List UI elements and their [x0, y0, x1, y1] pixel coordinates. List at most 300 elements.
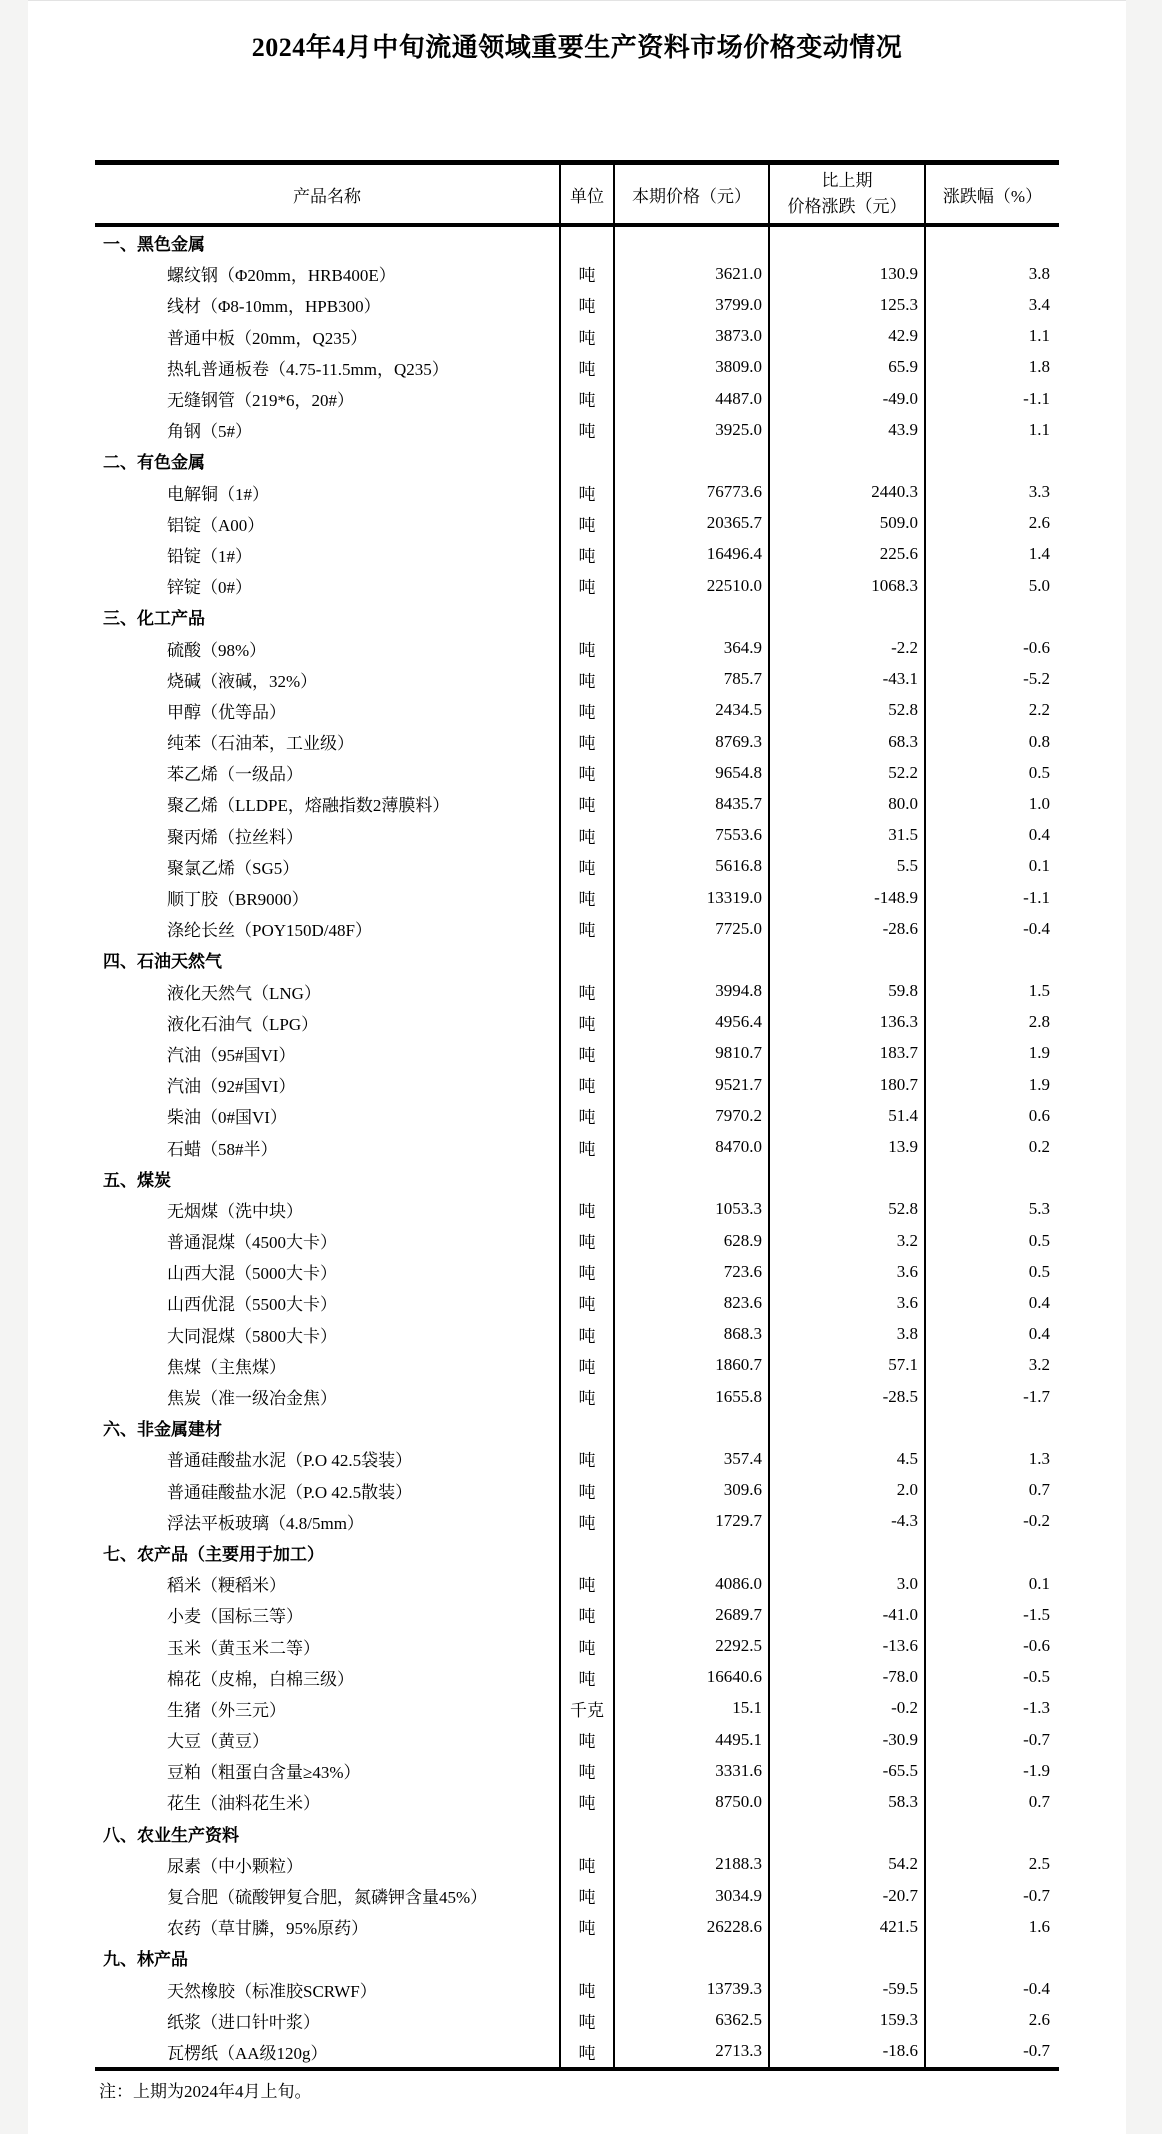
section-header-row: [95, 1942, 1059, 1973]
product-name-cell: 焦炭（准一级冶金焦）: [167, 1389, 337, 1409]
product-name-cell: 生猪（外三元）: [167, 1700, 286, 1720]
section-price-cell: [613, 1942, 768, 1973]
product-name-cell: 线材（Φ8-10mm，HPB300）: [167, 297, 381, 317]
section-label: 一、黑色金属: [103, 235, 205, 255]
section-pct-cell: [924, 1412, 1059, 1443]
product-name-cell: 农药（草甘膦，95%原药）: [167, 1919, 369, 1939]
price-change-cell: 51.4: [768, 1100, 924, 1131]
price-change-cell: 225.6: [768, 539, 924, 570]
table-row: [95, 321, 1059, 352]
price-change-cell: -28.5: [768, 1381, 924, 1412]
section-header-row: [95, 1537, 1059, 1568]
product-name-cell: 纯苯（石油苯，工业级）: [167, 734, 354, 754]
section-unit-cell: [559, 1412, 613, 1443]
unit-cell: 吨: [559, 2036, 613, 2067]
footnote: 注：上期为2024年4月上旬。: [99, 2082, 312, 2101]
current-price-cell: 5616.8: [613, 851, 768, 882]
price-change-cell: -59.5: [768, 1974, 924, 2005]
unit-cell: 吨: [559, 632, 613, 663]
section-header-row: [95, 227, 1059, 258]
unit-cell: 吨: [559, 1319, 613, 1350]
product-name-cell: 苯乙烯（一级品）: [167, 765, 303, 785]
current-price-cell: 364.9: [613, 632, 768, 663]
change-percent-cell: 1.5: [924, 976, 1059, 1007]
change-percent-cell: -1.1: [924, 882, 1059, 913]
current-price-cell: 9810.7: [613, 1038, 768, 1069]
unit-cell: 吨: [559, 258, 613, 289]
column-header-change-percent: 涨跌幅（%）: [924, 165, 1059, 223]
price-change-cell: 59.8: [768, 976, 924, 1007]
current-price-cell: 76773.6: [613, 477, 768, 508]
table-row: [95, 1568, 1059, 1599]
unit-cell: 吨: [559, 570, 613, 601]
unit-cell: 吨: [559, 695, 613, 726]
product-name-cell: 普通混煤（4500大卡）: [167, 1233, 337, 1253]
change-percent-cell: -0.4: [924, 1974, 1059, 2005]
change-percent-cell: 0.1: [924, 1568, 1059, 1599]
current-price-cell: 4495.1: [613, 1724, 768, 1755]
current-price-cell: 16496.4: [613, 539, 768, 570]
change-percent-cell: -0.7: [924, 2036, 1059, 2067]
unit-cell: 吨: [559, 1443, 613, 1474]
change-percent-cell: 2.6: [924, 508, 1059, 539]
unit-cell: 吨: [559, 1568, 613, 1599]
column-header-product-name: 产品名称: [293, 186, 361, 206]
change-percent-cell: 2.6: [924, 2005, 1059, 2036]
product-name-cell: 螺纹钢（Φ20mm，HRB400E）: [167, 266, 396, 286]
unit-cell: 吨: [559, 1911, 613, 1942]
table-row: [95, 632, 1059, 663]
price-change-cell: 43.9: [768, 414, 924, 445]
product-name-cell: 铅锭（1#）: [167, 546, 252, 566]
price-change-cell: 183.7: [768, 1038, 924, 1069]
price-change-cell: 57.1: [768, 1350, 924, 1381]
section-label: 九、林产品: [103, 1950, 188, 1970]
section-header-row: [95, 944, 1059, 975]
current-price-cell: 3925.0: [613, 414, 768, 445]
price-change-cell: 125.3: [768, 289, 924, 320]
price-change-cell: -4.3: [768, 1506, 924, 1537]
table-row: [95, 1506, 1059, 1537]
price-change-cell: 3.8: [768, 1319, 924, 1350]
table-row: [95, 976, 1059, 1007]
current-price-cell: 7725.0: [613, 913, 768, 944]
price-change-cell: -41.0: [768, 1599, 924, 1630]
section-unit-cell: [559, 944, 613, 975]
price-change-cell: 52.8: [768, 1194, 924, 1225]
product-name-cell: 硫酸（98%）: [167, 640, 267, 660]
product-name-cell: 普通硅酸盐水泥（P.O 42.5袋装）: [167, 1451, 413, 1471]
change-percent-cell: 2.5: [924, 1849, 1059, 1880]
current-price-cell: 2434.5: [613, 695, 768, 726]
product-name-cell: 无烟煤（洗中块）: [167, 1201, 303, 1221]
price-change-cell: 13.9: [768, 1131, 924, 1162]
table-row: [95, 1693, 1059, 1724]
table-row: [95, 1100, 1059, 1131]
section-header-row: [95, 1412, 1059, 1443]
table-row: [95, 1069, 1059, 1100]
change-percent-cell: 0.4: [924, 1287, 1059, 1318]
table-row: [95, 1038, 1059, 1069]
change-percent-cell: -0.6: [924, 632, 1059, 663]
change-percent-cell: -0.7: [924, 1724, 1059, 1755]
unit-cell: 吨: [559, 1599, 613, 1630]
unit-cell: 吨: [559, 1225, 613, 1256]
change-percent-cell: -1.3: [924, 1693, 1059, 1724]
price-change-cell: -78.0: [768, 1662, 924, 1693]
document-page: [28, 0, 1126, 2134]
table-row: [95, 1256, 1059, 1287]
section-change-cell: [768, 944, 924, 975]
current-price-cell: 2713.3: [613, 2036, 768, 2067]
table-row: [95, 1599, 1059, 1630]
price-change-cell: 3.6: [768, 1287, 924, 1318]
table-row: [95, 788, 1059, 819]
current-price-cell: 4086.0: [613, 1568, 768, 1599]
section-unit-cell: [559, 445, 613, 476]
change-percent-cell: 1.1: [924, 321, 1059, 352]
price-change-cell: 65.9: [768, 352, 924, 383]
price-change-cell: 2440.3: [768, 477, 924, 508]
unit-cell: 吨: [559, 539, 613, 570]
table-row: [95, 1974, 1059, 2005]
price-change-cell: 421.5: [768, 1911, 924, 1942]
table-row: [95, 1724, 1059, 1755]
column-header-price-change: [768, 165, 924, 223]
section-header-row: [95, 445, 1059, 476]
section-change-cell: [768, 1942, 924, 1973]
price-change-cell: 54.2: [768, 1849, 924, 1880]
table-row: [95, 1319, 1059, 1350]
current-price-cell: 9654.8: [613, 757, 768, 788]
table-row: [95, 539, 1059, 570]
change-percent-cell: 1.6: [924, 1911, 1059, 1942]
current-price-cell: 8470.0: [613, 1131, 768, 1162]
product-name-cell: 柴油（0#国VI）: [167, 1108, 287, 1128]
change-percent-cell: 1.8: [924, 352, 1059, 383]
unit-cell: 吨: [559, 1849, 613, 1880]
table-row: [95, 1194, 1059, 1225]
unit-cell: 吨: [559, 882, 613, 913]
change-percent-cell: 1.4: [924, 539, 1059, 570]
price-change-cell: -49.0: [768, 383, 924, 414]
product-name-cell: 天然橡胶（标准胶SCRWF）: [167, 1981, 377, 2001]
table-row: [95, 1786, 1059, 1817]
table-row: [95, 820, 1059, 851]
table-row: [95, 508, 1059, 539]
change-percent-cell: -0.5: [924, 1662, 1059, 1693]
product-name-cell: 大同混煤（5800大卡）: [167, 1326, 337, 1346]
current-price-cell: 1053.3: [613, 1194, 768, 1225]
unit-cell: 吨: [559, 1381, 613, 1412]
section-unit-cell: [559, 1942, 613, 1973]
product-name-cell: 普通中板（20mm，Q235）: [167, 328, 368, 348]
table-row: [95, 1381, 1059, 1412]
price-change-cell: 159.3: [768, 2005, 924, 2036]
section-price-cell: [613, 944, 768, 975]
unit-cell: 吨: [559, 1755, 613, 1786]
current-price-cell: 13739.3: [613, 1974, 768, 2005]
product-name-cell: 纸浆（进口针叶浆）: [167, 2012, 320, 2032]
table-row: [95, 2036, 1059, 2067]
current-price-cell: 2689.7: [613, 1599, 768, 1630]
price-change-cell: 1068.3: [768, 570, 924, 601]
current-price-cell: 868.3: [613, 1319, 768, 1350]
table-row: [95, 352, 1059, 383]
change-percent-cell: 3.4: [924, 289, 1059, 320]
product-name-cell: 烧碱（液碱，32%）: [167, 671, 318, 691]
change-percent-cell: -1.9: [924, 1755, 1059, 1786]
current-price-cell: 4956.4: [613, 1007, 768, 1038]
product-name-cell: 山西优混（5500大卡）: [167, 1295, 337, 1315]
change-percent-cell: 0.7: [924, 1475, 1059, 1506]
table-row: [95, 664, 1059, 695]
price-change-cell: -18.6: [768, 2036, 924, 2067]
current-price-cell: 309.6: [613, 1475, 768, 1506]
product-name-cell: 聚丙烯（拉丝料）: [167, 827, 303, 847]
price-change-cell: 5.5: [768, 851, 924, 882]
section-price-cell: [613, 1818, 768, 1849]
change-percent-cell: 0.7: [924, 1786, 1059, 1817]
section-change-cell: [768, 445, 924, 476]
section-unit-cell: [559, 1537, 613, 1568]
table-row: [95, 1880, 1059, 1911]
column-header-price-change-line1: 比上期: [821, 170, 873, 190]
table-row: [95, 1443, 1059, 1474]
table-row: [95, 1350, 1059, 1381]
product-name-cell: 浮法平板玻璃（4.8/5mm）: [167, 1513, 364, 1533]
current-price-cell: 8769.3: [613, 726, 768, 757]
product-name-cell: 铝锭（A00）: [167, 515, 265, 535]
section-change-cell: [768, 1412, 924, 1443]
current-price-cell: 628.9: [613, 1225, 768, 1256]
unit-cell: 吨: [559, 726, 613, 757]
unit-cell: 吨: [559, 1630, 613, 1661]
current-price-cell: 7553.6: [613, 820, 768, 851]
page-title: 2024年4月中旬流通领域重要生产资料市场价格变动情况: [251, 33, 903, 62]
current-price-cell: 8750.0: [613, 1786, 768, 1817]
price-change-cell: 136.3: [768, 1007, 924, 1038]
change-percent-cell: 0.4: [924, 1319, 1059, 1350]
section-change-cell: [768, 1537, 924, 1568]
section-unit-cell: [559, 1818, 613, 1849]
unit-cell: 吨: [559, 1724, 613, 1755]
change-percent-cell: 0.5: [924, 1256, 1059, 1287]
unit-cell: 吨: [559, 414, 613, 445]
current-price-cell: 1729.7: [613, 1506, 768, 1537]
unit-cell: 吨: [559, 321, 613, 352]
section-change-cell: [768, 227, 924, 258]
change-percent-cell: 3.8: [924, 258, 1059, 289]
section-label: 七、农产品（主要用于加工）: [103, 1544, 324, 1564]
product-name-cell: 无缝钢管（219*6，20#）: [167, 391, 354, 411]
section-unit-cell: [559, 601, 613, 632]
current-price-cell: 13319.0: [613, 882, 768, 913]
section-label: 五、煤炭: [103, 1170, 171, 1190]
product-name-cell: 锌锭（0#）: [167, 578, 252, 598]
change-percent-cell: 5.0: [924, 570, 1059, 601]
change-percent-cell: 1.0: [924, 788, 1059, 819]
product-name-cell: 液化石油气（LPG）: [167, 1014, 319, 1034]
change-percent-cell: -0.6: [924, 1630, 1059, 1661]
unit-cell: 吨: [559, 1662, 613, 1693]
table-row: [95, 2005, 1059, 2036]
section-price-cell: [613, 1537, 768, 1568]
price-change-cell: -65.5: [768, 1755, 924, 1786]
table-row: [95, 477, 1059, 508]
current-price-cell: 15.1: [613, 1693, 768, 1724]
price-change-cell: -28.6: [768, 913, 924, 944]
price-change-cell: 31.5: [768, 820, 924, 851]
product-name-cell: 热轧普通板卷（4.75-11.5mm，Q235）: [167, 359, 449, 379]
section-pct-cell: [924, 1163, 1059, 1194]
change-percent-cell: 3.3: [924, 477, 1059, 508]
current-price-cell: 3809.0: [613, 352, 768, 383]
current-price-cell: 357.4: [613, 1443, 768, 1474]
product-name-cell: 聚乙烯（LLDPE，熔融指数2薄膜料）: [167, 796, 450, 816]
current-price-cell: 1655.8: [613, 1381, 768, 1412]
change-percent-cell: -1.1: [924, 383, 1059, 414]
product-name-cell: 石蜡（58#半）: [167, 1139, 278, 1159]
price-change-cell: 509.0: [768, 508, 924, 539]
change-percent-cell: 0.4: [924, 820, 1059, 851]
current-price-cell: 9521.7: [613, 1069, 768, 1100]
unit-cell: 吨: [559, 2005, 613, 2036]
unit-cell: 吨: [559, 976, 613, 1007]
price-table: [95, 160, 1059, 2071]
product-name-cell: 大豆（黄豆）: [167, 1732, 269, 1752]
column-header-price-change-line2: 价格涨跌（元）: [787, 197, 907, 216]
table-row: [95, 258, 1059, 289]
unit-cell: 吨: [559, 1506, 613, 1537]
price-change-cell: 52.2: [768, 757, 924, 788]
price-change-cell: -13.6: [768, 1630, 924, 1661]
section-price-cell: [613, 1163, 768, 1194]
change-percent-cell: 1.9: [924, 1038, 1059, 1069]
table-row: [95, 289, 1059, 320]
section-pct-cell: [924, 944, 1059, 975]
unit-cell: 吨: [559, 352, 613, 383]
section-pct-cell: [924, 1537, 1059, 1568]
current-price-cell: 785.7: [613, 664, 768, 695]
unit-cell: 吨: [559, 851, 613, 882]
change-percent-cell: -0.4: [924, 913, 1059, 944]
table-header-row: [95, 165, 1059, 227]
section-pct-cell: [924, 1818, 1059, 1849]
section-label: 六、非金属建材: [103, 1420, 222, 1440]
product-name-cell: 聚氯乙烯（SG5）: [167, 858, 300, 878]
change-percent-cell: 2.2: [924, 695, 1059, 726]
unit-cell: 吨: [559, 1475, 613, 1506]
price-change-cell: 130.9: [768, 258, 924, 289]
column-header-unit: 单位: [559, 165, 613, 223]
current-price-cell: 16640.6: [613, 1662, 768, 1693]
price-change-cell: -43.1: [768, 664, 924, 695]
product-name-cell: 山西大混（5000大卡）: [167, 1264, 337, 1284]
unit-cell: 吨: [559, 664, 613, 695]
unit-cell: 吨: [559, 757, 613, 788]
table-row: [95, 726, 1059, 757]
section-label: 八、农业生产资料: [103, 1825, 239, 1845]
table-body: [95, 227, 1059, 2067]
current-price-cell: 6362.5: [613, 2005, 768, 2036]
product-name-cell: 棉花（皮棉，白棉三级）: [167, 1669, 354, 1689]
change-percent-cell: 0.1: [924, 851, 1059, 882]
table-row: [95, 1287, 1059, 1318]
unit-cell: 吨: [559, 1350, 613, 1381]
table-row: [95, 1475, 1059, 1506]
table-row: [95, 570, 1059, 601]
table-row: [95, 913, 1059, 944]
product-name-cell: 电解铜（1#）: [167, 484, 269, 504]
table-row: [95, 1225, 1059, 1256]
current-price-cell: 3994.8: [613, 976, 768, 1007]
table-row: [95, 1662, 1059, 1693]
price-change-cell: 3.2: [768, 1225, 924, 1256]
change-percent-cell: 0.5: [924, 757, 1059, 788]
unit-cell: 吨: [559, 913, 613, 944]
change-percent-cell: -0.2: [924, 1506, 1059, 1537]
unit-cell: 吨: [559, 289, 613, 320]
product-name-cell: 焦煤（主焦煤）: [167, 1357, 286, 1377]
change-percent-cell: 3.2: [924, 1350, 1059, 1381]
product-name-cell: 液化天然气（LNG）: [167, 983, 321, 1003]
current-price-cell: 7970.2: [613, 1100, 768, 1131]
current-price-cell: 823.6: [613, 1287, 768, 1318]
product-name-cell: 复合肥（硫酸钾复合肥，氮磷钾含量45%）: [167, 1888, 488, 1908]
product-name-cell: 稻米（粳稻米）: [167, 1576, 286, 1596]
unit-cell: 吨: [559, 383, 613, 414]
current-price-cell: 26228.6: [613, 1911, 768, 1942]
current-price-cell: 8435.7: [613, 788, 768, 819]
current-price-cell: 3331.6: [613, 1755, 768, 1786]
product-name-cell: 普通硅酸盐水泥（P.O 42.5散装）: [167, 1482, 413, 1502]
price-change-cell: -148.9: [768, 882, 924, 913]
section-header-row: [95, 1163, 1059, 1194]
change-percent-cell: -0.7: [924, 1880, 1059, 1911]
unit-cell: 千克: [559, 1693, 613, 1724]
change-percent-cell: 1.1: [924, 414, 1059, 445]
section-change-cell: [768, 601, 924, 632]
unit-cell: 吨: [559, 1038, 613, 1069]
unit-cell: 吨: [559, 1786, 613, 1817]
section-label: 二、有色金属: [103, 453, 205, 473]
change-percent-cell: 1.3: [924, 1443, 1059, 1474]
change-percent-cell: 5.3: [924, 1194, 1059, 1225]
product-name-cell: 涤纶长丝（POY150D/48F）: [167, 921, 372, 941]
current-price-cell: 1860.7: [613, 1350, 768, 1381]
change-percent-cell: -1.7: [924, 1381, 1059, 1412]
section-price-cell: [613, 1412, 768, 1443]
table-row: [95, 1911, 1059, 1942]
table-row: [95, 414, 1059, 445]
current-price-cell: 22510.0: [613, 570, 768, 601]
current-price-cell: 3799.0: [613, 289, 768, 320]
table-row: [95, 1630, 1059, 1661]
unit-cell: 吨: [559, 477, 613, 508]
unit-cell: 吨: [559, 1880, 613, 1911]
table-row: [95, 1131, 1059, 1162]
change-percent-cell: -5.2: [924, 664, 1059, 695]
section-pct-cell: [924, 445, 1059, 476]
price-change-cell: 3.6: [768, 1256, 924, 1287]
price-change-cell: 180.7: [768, 1069, 924, 1100]
section-header-row: [95, 1818, 1059, 1849]
price-change-cell: -0.2: [768, 1693, 924, 1724]
current-price-cell: 2292.5: [613, 1630, 768, 1661]
change-percent-cell: 0.8: [924, 726, 1059, 757]
table-row: [95, 695, 1059, 726]
